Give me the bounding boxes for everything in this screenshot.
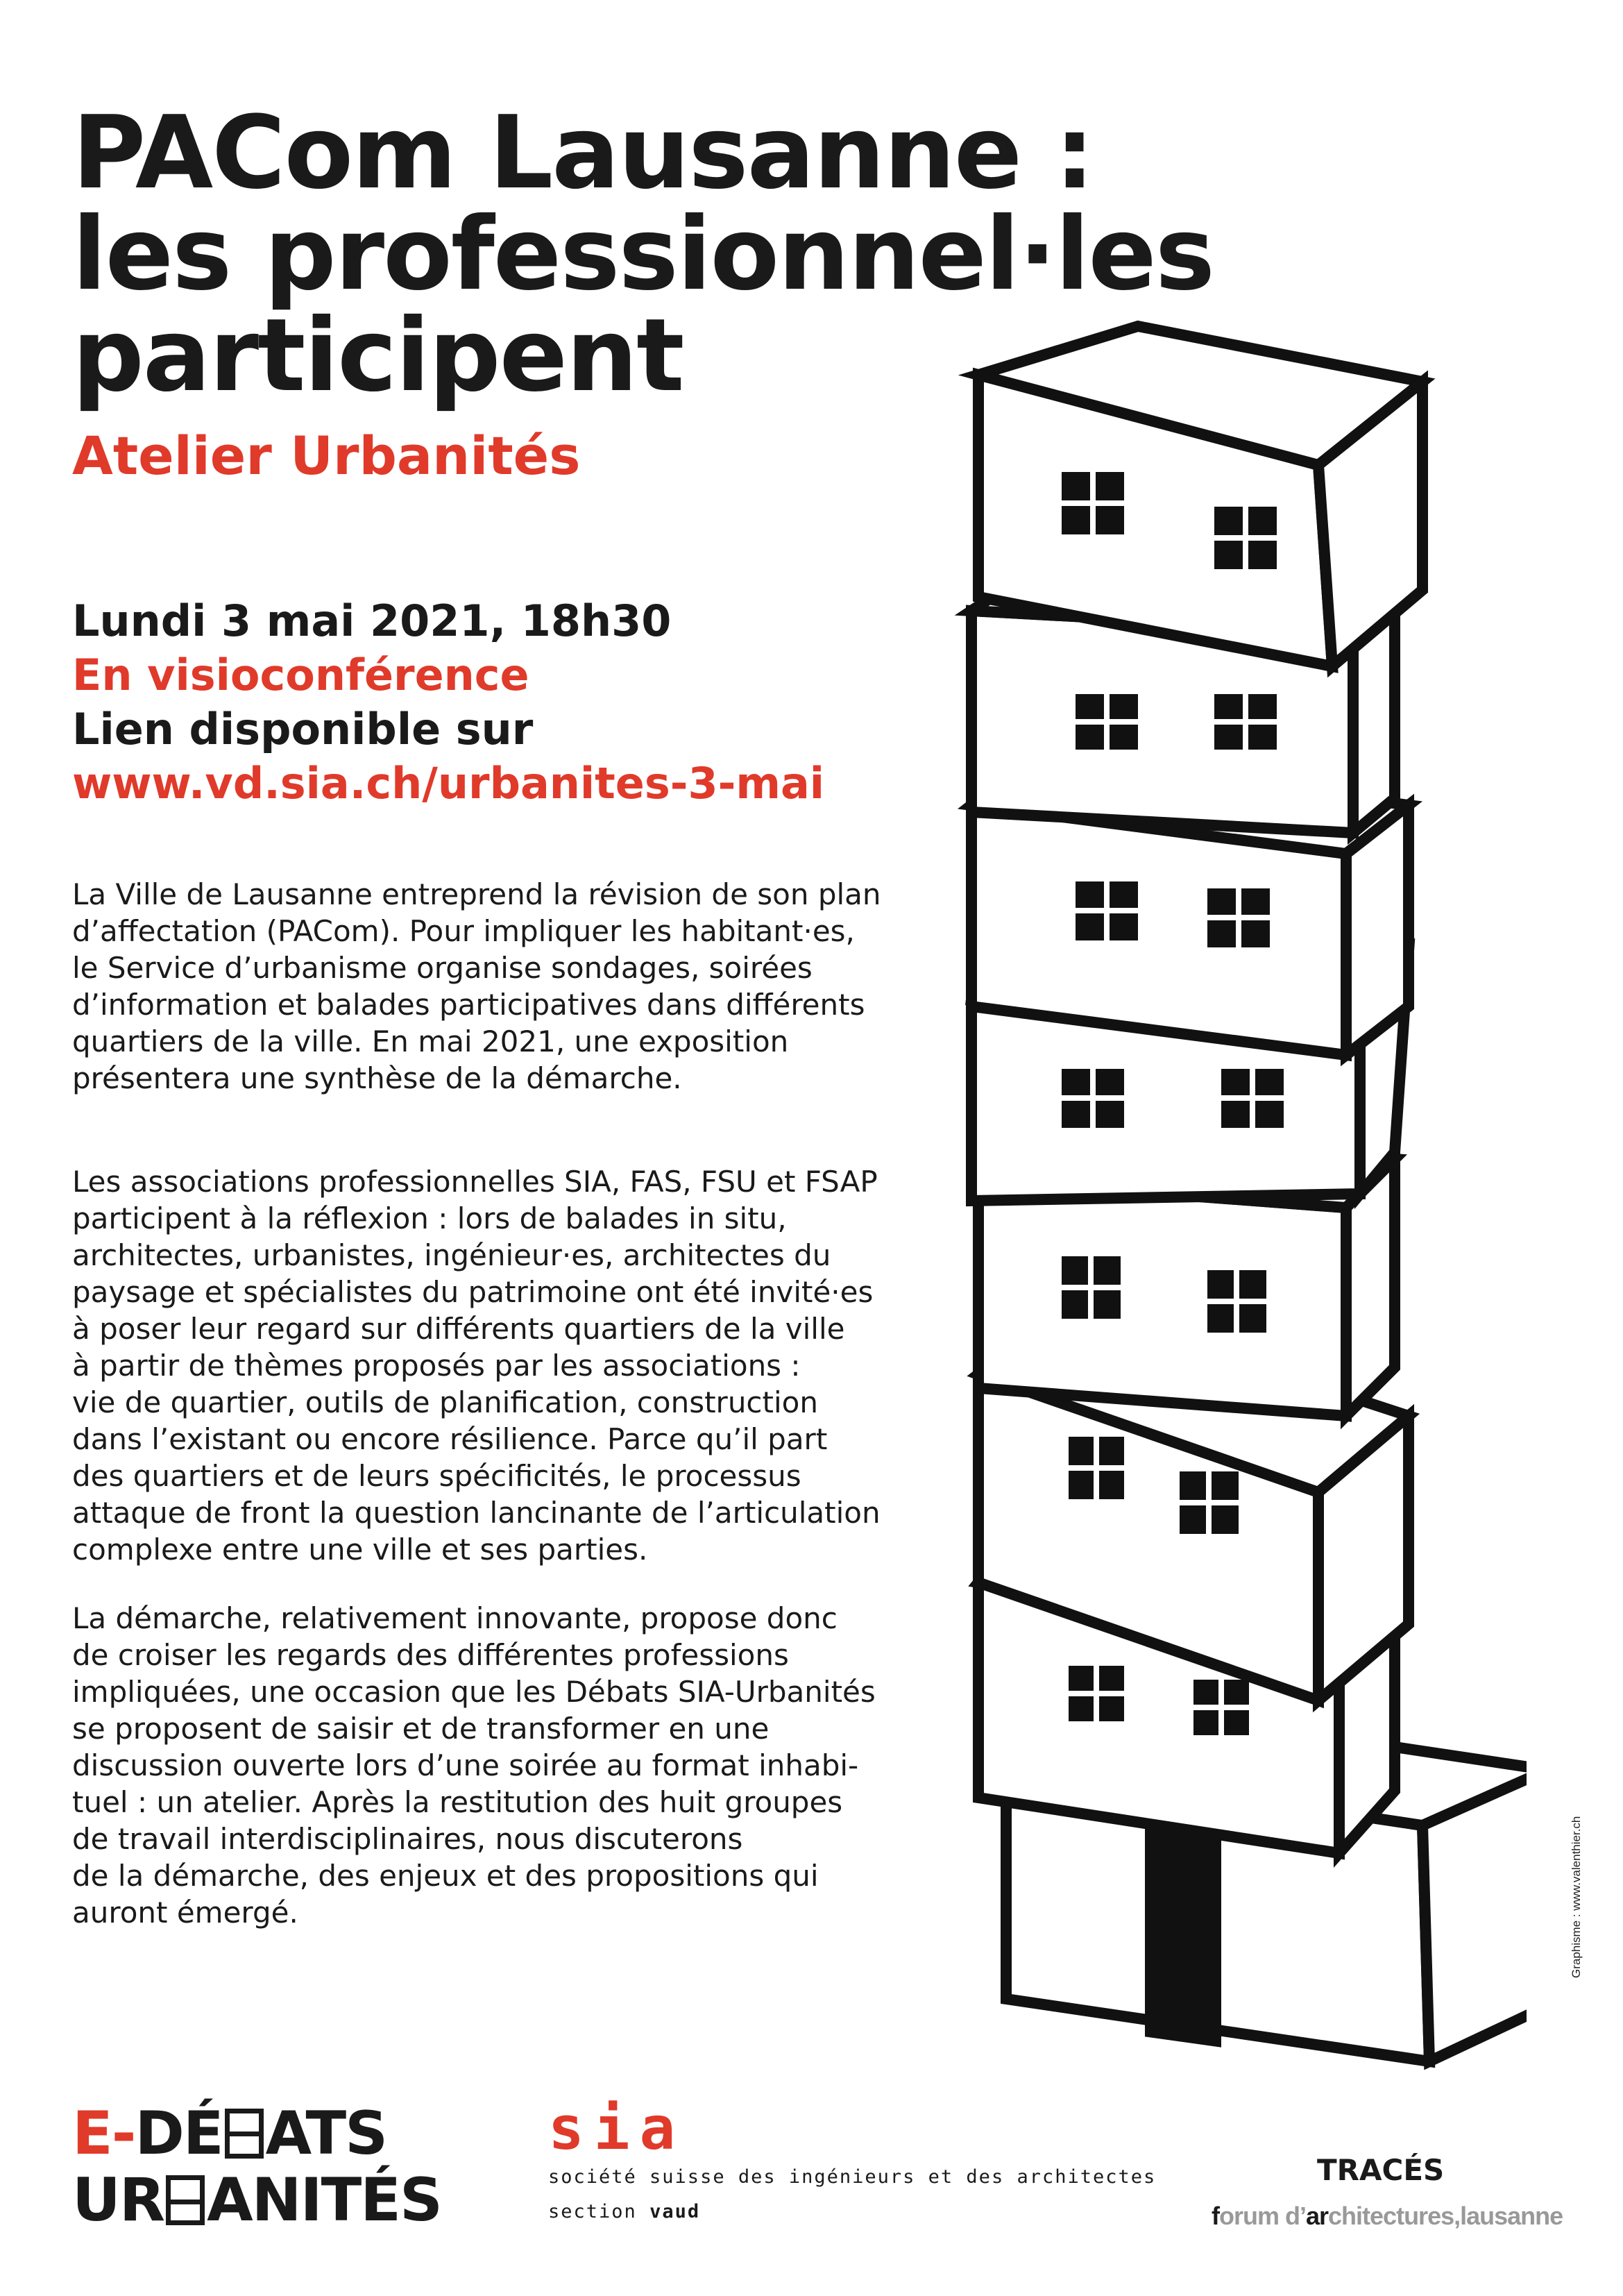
paragraph-line: à poser leur regard sur différents quartiers de la ville	[72, 1312, 845, 1346]
paragraph-line: de travail interdisciplinaires, nous discuterons	[72, 1822, 743, 1856]
paragraph-line: participent à la réflexion : lors de balades in situ,	[72, 1201, 787, 1235]
title-line-2: les professionnel·les	[72, 196, 1214, 313]
logo-text: ATS	[265, 2099, 387, 2168]
subtitle: Atelier Urbanités	[72, 425, 581, 487]
paragraph-line: Les associations professionnelles SIA, FAS, FSU et FSAP	[72, 1165, 878, 1199]
paragraph-line: présentera une synthèse de la démarche.	[72, 1061, 682, 1095]
sia-name: société suisse des ingénieurs et des architectes	[548, 2166, 1157, 2188]
paragraph-line: d’information et balades participatives dans différents	[72, 988, 865, 1022]
paragraph-line: auront émergé.	[72, 1896, 298, 1930]
logo-box-icon	[225, 2109, 264, 2159]
paragraph-line: complexe entre une ville et ses parties.	[72, 1533, 648, 1567]
paragraph-line: impliquées, une occasion que les Débats SIA-Urbanités	[72, 1675, 876, 1709]
paragraph-line: des quartiers et de leurs spécificités, le processus	[72, 1459, 801, 1493]
paragraph-line: attaque de front la question lancinante de l’articulation	[72, 1496, 881, 1530]
logo-text: DÉ	[135, 2099, 223, 2168]
sia-logo	[548, 2094, 1157, 2229]
sia-section-name: vaud	[649, 2201, 701, 2222]
event-link-label: Lien disponible sur	[72, 704, 534, 754]
logo-text: ANITÉS	[207, 2166, 441, 2235]
paragraph-line: se proposent de saisir et de transformer en une	[72, 1712, 770, 1746]
paragraph-line: à partir de thèmes proposés par les associations :	[72, 1349, 801, 1383]
paragraph-line: vie de quartier, outils de planification, construction	[72, 1385, 818, 1419]
event-info	[72, 594, 824, 811]
paragraph-line: d’affectation (PACom). Pour impliquer les habitant·es,	[72, 914, 855, 948]
title-line-1: PACom Lausanne :	[72, 94, 1094, 212]
logo-prefix: E-	[72, 2099, 135, 2168]
paragraph-line: tuel : un atelier. Après la restitution des huit groupes	[72, 1785, 843, 1819]
graphic-credit: Graphisme : www.valenthier.ch	[1570, 1816, 1583, 1978]
stacked-houses-illustration	[951, 305, 1527, 2110]
paragraph-line: de la démarche, des enjeux et des propositions qui	[72, 1859, 819, 1893]
sia-section: section vaud	[548, 2201, 701, 2222]
logo-text: UR	[72, 2166, 164, 2235]
sia-mark: sia	[548, 2094, 686, 2163]
paragraph-2	[72, 1163, 891, 1568]
title-line-3: participent	[72, 297, 683, 414]
paragraph-line: paysage et spécialistes du patrimoine ont été invité·es	[72, 1275, 874, 1309]
forum-architectures-logo: forum d’architectures,lausanne	[1212, 2202, 1563, 2230]
e-debats-urbanites-logo	[72, 2100, 441, 2234]
door-icon	[1145, 1828, 1221, 2047]
event-date: Lundi 3 mai 2021, 18h30	[72, 596, 672, 646]
paragraph-line: le Service d’urbanisme organise sondages, soirées	[72, 951, 813, 985]
paragraph-line: de croiser les regards des différentes professions	[72, 1638, 789, 1672]
paragraph-3	[72, 1600, 891, 1931]
paragraph-line: La démarche, relativement innovante, propose donc	[72, 1601, 838, 1635]
paragraph-line: quartiers de la ville. En mai 2021, une exposition	[72, 1024, 789, 1058]
paragraph-line: architectes, urbanistes, ingénieur·es, architectes du	[72, 1238, 831, 1272]
paragraph-1	[72, 876, 891, 1097]
traces-logo: TRACÉS	[1317, 2153, 1445, 2187]
paragraph-line: dans l’existant ou encore résilience. Parce qu’il part	[72, 1422, 828, 1456]
event-mode: En visioconférence	[72, 650, 529, 700]
paragraph-line: discussion ouverte lors d’une soirée au format inhabi-	[72, 1748, 859, 1782]
logo-box-icon	[166, 2175, 205, 2225]
event-url-link[interactable]: www.vd.sia.ch/urbanites-3-mai	[72, 758, 825, 809]
house-block-1	[978, 326, 1422, 666]
paragraph-line: La Ville de Lausanne entreprend la révision de son plan	[72, 877, 881, 911]
